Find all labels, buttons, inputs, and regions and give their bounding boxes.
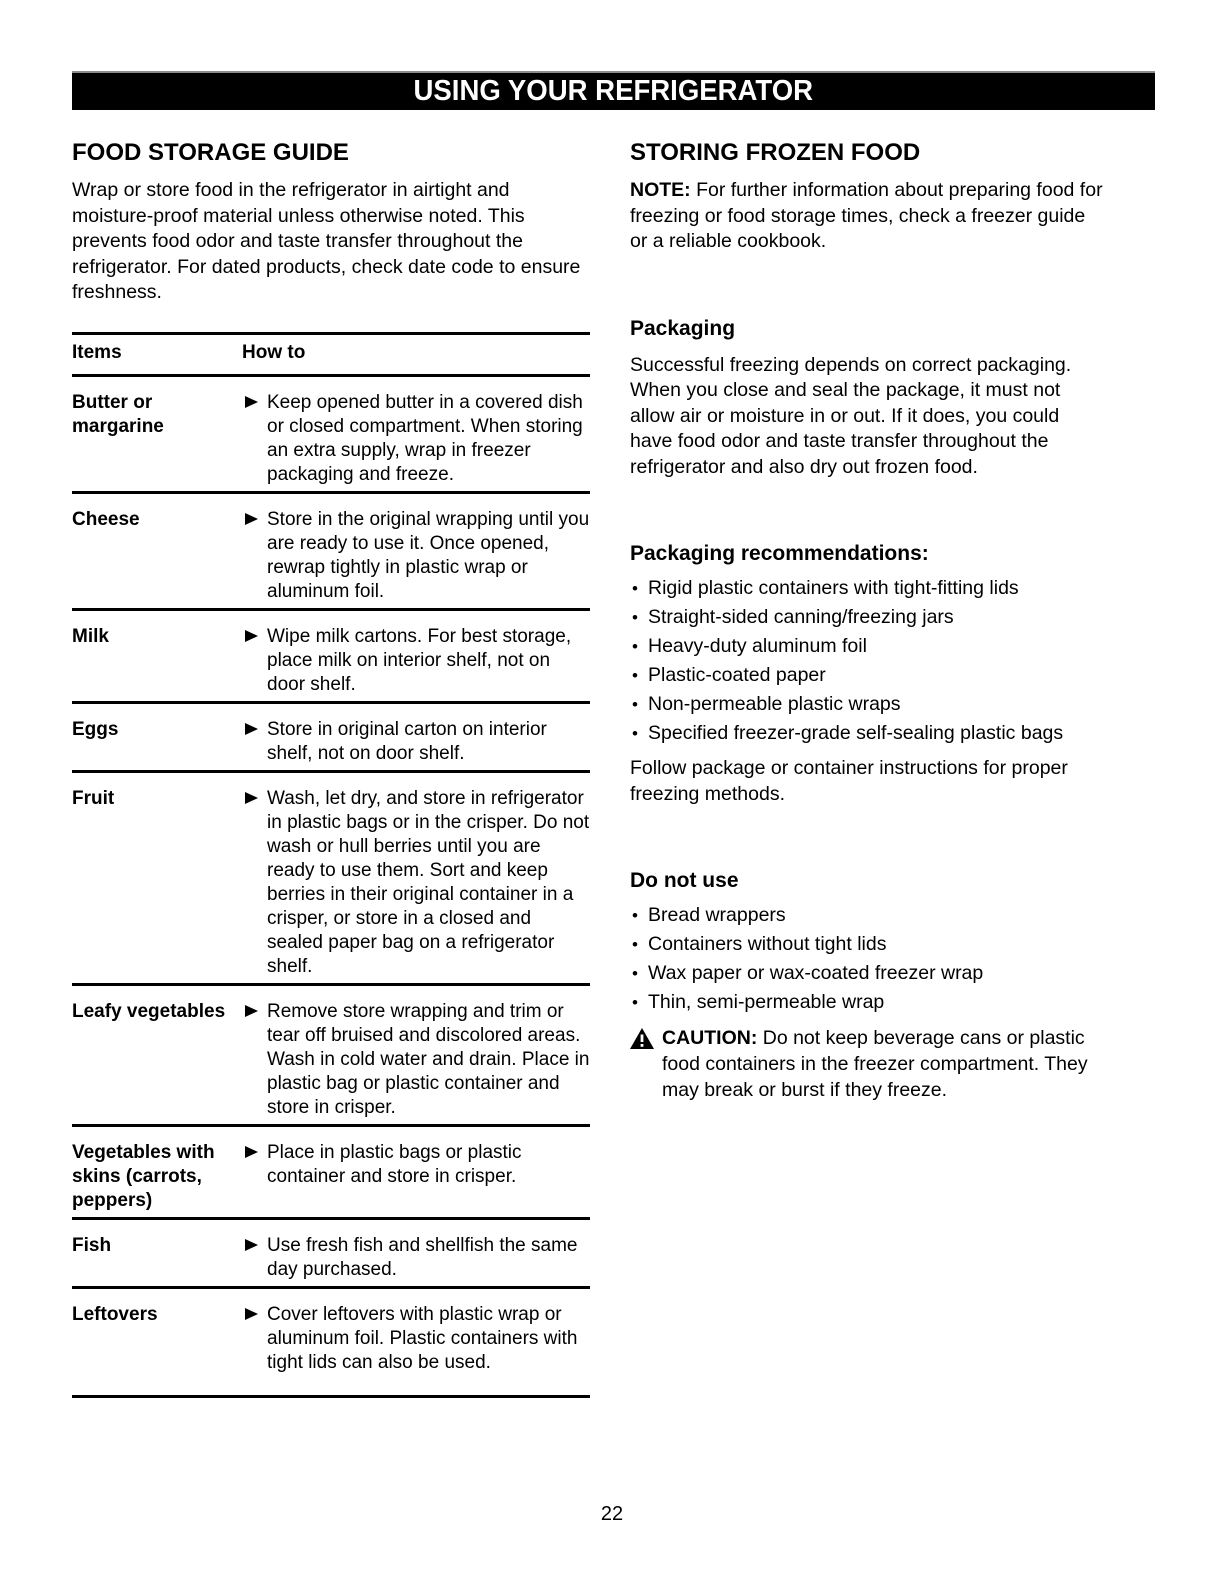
table-row <box>72 1220 590 1289</box>
list-item: • Bread wrappers <box>630 901 1105 930</box>
arrow-bullet-icon <box>245 1239 258 1251</box>
how-to-cell <box>242 508 590 604</box>
packaging-recommendations-heading: Packaging recommendations: <box>630 542 929 565</box>
table-row <box>72 494 590 611</box>
list-item: • Thin, semi-permeable wrap <box>630 988 1105 1017</box>
item-name: Milk <box>72 625 109 647</box>
storing-frozen-food-title: STORING FROZEN FOOD <box>630 139 921 166</box>
packaging-body: Successful freezing depends on correct packaging. When you close and seal the package, it must not allow air or moisture in or out. If it does, you could have food odor and taste transfer throughout the refrigerator and also dry out frozen food. <box>630 353 1072 478</box>
food-storage-guide-title: FOOD STORAGE GUIDE <box>72 139 349 166</box>
table-row <box>72 704 590 773</box>
arrow-bullet-icon <box>245 723 258 735</box>
how-to-cell <box>242 718 590 766</box>
do-not-use-heading: Do not use <box>630 869 739 892</box>
how-to-cell <box>242 1234 590 1282</box>
list-item: • Wax paper or wax-coated freezer wrap <box>630 959 1105 988</box>
how-to-text: Keep opened butter in a covered dish or closed compartment. When storing an extra supply, wrap in freezer packaging and freeze. <box>267 391 583 485</box>
page-number: 22 <box>600 1503 624 1525</box>
note-text: For further information about preparing food for freezing or food storage times, check a freezer guide or a reliable cookbook. <box>630 179 1103 252</box>
food-storage-intro: Wrap or store food in the refrigerator in airtight and moisture-proof material unless otherwise noted. This prevents food odor and taste transfer throughout the refrigerator. For dated products, check date code to ensure freshness. <box>72 179 581 303</box>
item-name: Fish <box>72 1234 112 1256</box>
item-name: Vegetables with skins (carrots, peppers) <box>72 1141 215 1211</box>
how-to-text: Wash, let dry, and store in refrigerator in plastic bags or in the crisper. Do not wash or hull berries until you are ready to use them. Sort and keep berries in their original container in a crisper, or store in a closed and sealed paper bag on a refrigerator shelf. <box>267 787 590 977</box>
how-to-cell <box>242 787 590 979</box>
do-not-use-list <box>630 901 1105 1017</box>
table-row <box>72 773 590 986</box>
section-header-bar <box>72 71 1155 110</box>
how-to-text: Wipe milk cartons. For best storage, place milk on interior shelf, not on door shelf. <box>267 625 572 695</box>
packaging-recommendations-list <box>630 574 1105 748</box>
arrow-bullet-icon <box>245 396 258 408</box>
table-row <box>72 611 590 704</box>
how-to-cell <box>242 1303 590 1375</box>
list-item: • Specified freezer-grade self-sealing plastic bags <box>630 719 1105 748</box>
list-item: • Plastic-coated paper <box>630 661 1105 690</box>
how-to-text: Place in plastic bags or plastic container and store in crisper. <box>267 1141 522 1187</box>
list-item: • Heavy-duty aluminum foil <box>630 632 1105 661</box>
item-name: Butter or margarine <box>72 391 164 437</box>
column-header-howto: How to <box>242 341 306 363</box>
item-name: Fruit <box>72 787 115 809</box>
how-to-cell <box>242 1000 590 1120</box>
how-to-cell <box>242 1141 590 1213</box>
item-name: Eggs <box>72 718 119 740</box>
arrow-bullet-icon <box>245 630 258 642</box>
packaging-heading: Packaging <box>630 316 736 340</box>
table-body <box>72 377 590 1398</box>
table-row <box>72 377 590 494</box>
caution-label: CAUTION: <box>662 1027 758 1049</box>
how-to-cell <box>242 391 590 487</box>
table-row <box>72 986 590 1127</box>
caution-text: Do not keep beverage cans or plastic food containers in the freezer compartment. They may break or burst if they freeze. <box>662 1027 1088 1101</box>
item-name: Leafy vegetables <box>72 1000 226 1022</box>
arrow-bullet-icon <box>245 1146 258 1158</box>
arrow-bullet-icon <box>245 1308 258 1320</box>
caution-icon <box>630 1028 654 1049</box>
list-item: • Non-permeable plastic wraps <box>630 690 1105 719</box>
table-row <box>72 1127 590 1220</box>
column-header-items: Items <box>72 341 122 363</box>
table-header-row <box>72 335 590 377</box>
list-item: • Rigid plastic containers with tight-fitting lids <box>630 574 1105 603</box>
arrow-bullet-icon <box>245 513 258 525</box>
caution-note <box>630 1025 1105 1103</box>
item-name: Cheese <box>72 508 140 530</box>
left-column <box>72 140 590 1398</box>
arrow-bullet-icon <box>245 1005 258 1017</box>
how-to-text: Use fresh fish and shellfish the same day purchased. <box>267 1234 578 1280</box>
how-to-text: Store in original carton on interior shelf, not on door shelf. <box>267 718 547 764</box>
list-item: • Straight-sided canning/freezing jars <box>630 603 1105 632</box>
note-label: NOTE: <box>630 179 691 201</box>
right-column <box>630 140 1105 1103</box>
how-to-cell <box>242 625 590 697</box>
arrow-bullet-icon <box>245 792 258 804</box>
how-to-text: Cover leftovers with plastic wrap or aluminum foil. Plastic containers with tight lids can also be used. <box>267 1303 578 1373</box>
note-paragraph <box>630 178 1105 255</box>
section-header-title: USING YOUR REFRIGERATOR <box>413 75 814 107</box>
how-to-text: Remove store wrapping and trim or tear off bruised and discolored areas. Wash in cold water and drain. Place in plastic bag or plastic container and store in crisper. <box>267 1000 590 1118</box>
recommendations-footer: Follow package or container instructions for proper freezing methods. <box>630 757 1068 805</box>
item-name: Leftovers <box>72 1303 158 1325</box>
list-item: • Containers without tight lids <box>630 930 1105 959</box>
food-storage-table <box>72 332 590 1398</box>
how-to-text: Store in the original wrapping until you are ready to use it. Once opened, rewrap tightly in plastic wrap or aluminum foil. <box>267 508 590 602</box>
table-row <box>72 1289 590 1398</box>
